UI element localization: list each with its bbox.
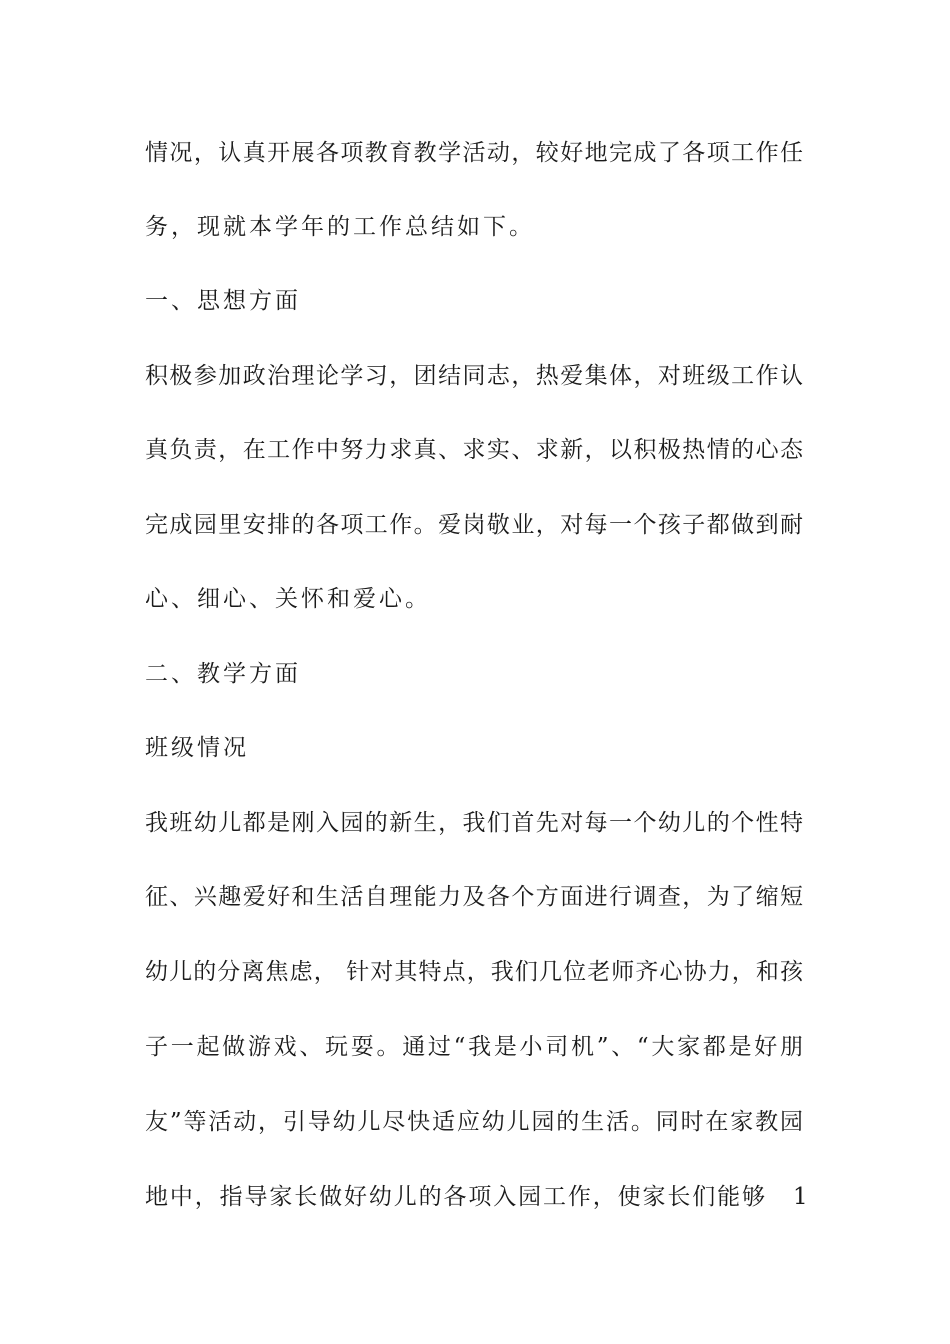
paragraph-line: 我班幼儿都是刚入园的新生，我们首先对每一个幼儿的个性特 <box>145 810 803 836</box>
paragraph-line: 友”等活动，引导幼儿尽快适应幼儿园的生活。同时在家教园 <box>145 1109 803 1135</box>
paragraph-line: 幼儿的分离焦虑， 针对其特点，我们几位老师齐心协力，和孩 <box>145 959 803 985</box>
paragraph-line: 子一起做游戏、玩耍。通过“我是小司机”、“大家都是好朋 <box>145 1034 803 1060</box>
paragraph-line: 务，现就本学年的工作总结如下。 <box>145 214 535 240</box>
paragraph-line: 心、细心、关怀和爱心。 <box>145 586 431 612</box>
paragraph-line: 真负责，在工作中努力求真、求实、求新，以积极热情的心态 <box>145 437 803 463</box>
section-heading: 二、教学方面 <box>145 661 301 687</box>
paragraph-line: 地中，指导家长做好幼儿的各项入园工作，使家长们能够 <box>145 1184 765 1210</box>
section-heading: 一、思想方面 <box>145 288 301 314</box>
paragraph-line: 积极参加政治理论学习，团结同志，热爱集体，对班级工作认 <box>145 363 803 389</box>
paragraph-line: 征、兴趣爱好和生活自理能力及各个方面进行调查，为了缩短 <box>145 884 803 910</box>
page-number: 1 <box>793 1184 808 1210</box>
paragraph-line: 完成园里安排的各项工作。爱岗敬业，对每一个孩子都做到耐 <box>145 512 803 538</box>
paragraph-line: 情况，认真开展各项教育教学活动，较好地完成了各项工作任 <box>145 140 803 166</box>
subsection-heading: 班级情况 <box>145 735 249 761</box>
